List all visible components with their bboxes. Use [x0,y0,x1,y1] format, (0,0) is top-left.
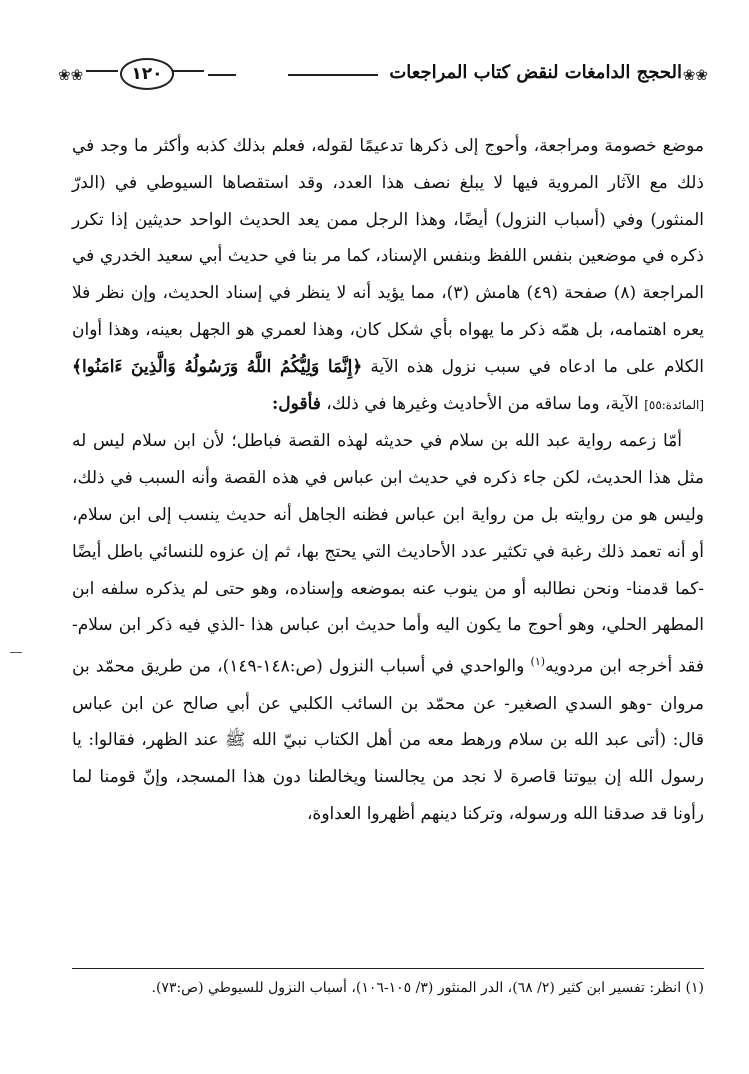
text-line: من طريق محمّد بن مروان -وهو السدي الصغير- عن محمّد بن السائب الكلبي عن أبي [72,656,704,714]
quran-verse: ﴿إِنَّمَا وَلِيُّكُمُ اللَّهُ وَرَسُولُهُ وَالَّذِينَ ءَامَنُوا﴾ [72,356,363,377]
text-line: سلفه ابن المطهر الحلي، وهو أحوج ما يكون اليه وأما حديث ابن عباس هذا -الذي فيه ذكر [72,578,705,636]
book-title: الحجج الدامغات لنقض كتاب المراجعات [389,62,682,83]
page-number-wing [172,70,204,72]
text-line: ابن سلام- فقد أخرجه ابن مردويه [72,615,705,677]
page-number: ١٢٠ [120,58,174,90]
text-line: والواحدي في أسباب النزول (ص:١٤٨-١٤٩)، [217,656,525,677]
running-header [58,52,708,104]
footnote-divider [72,968,704,969]
paragraph-2 [72,423,704,832]
verse-reference: [المائدة:٥٥] [644,397,704,412]
text-line: وإن نظر فلا يعره اهتمامه، بل همّه ذكر ما يهواه بأي شكل كان، وهذا لعمري هو الجهل [72,283,705,340]
text-line: وليس هو من روايته بل من رواية ابن عباس فظنه الجاهل أنه حديث ينسب إلى ابن سلام، [72,504,704,525]
text-line: أيضًا -كما قدمنا- ونحن نطالبه أو من ينوب عنه بموضعه وإسناده، وهو حتى لم يذكره [72,541,705,599]
text-line: وجد في ذلك مع الآثار المروية فيها لا يبلغ نصف هذا العدد، وقد استقصاها السيوطي في [72,136,704,193]
page-number-frame [86,58,204,88]
footnote: (١) انظر: تفسير ابن كثير (٢/ ٦٨)، الدر المنثور (٣/ ١٠٥-١٠٦)، أسباب النزول للسيوطي (ص:٧٣). [151,980,704,996]
text-line: صالح عن ابن عباس قال: (أتى عبد الله بن سلام ورهط معه من أهل الكتاب نبيّ الله ﷺ [72,693,705,751]
page-number-wing [86,70,118,72]
header-ornament-right: ❀❀ [682,66,708,84]
text-line: الآية، وما ساقه من الأحاديث وغيرها في ذلك، [326,393,639,414]
paragraph-1 [72,128,704,423]
text-line: موضع خصومة ومراجعة، وأحوج إلى ذكرها تدعيمًا لقوله، فعلم بذلك كذبه وأكثر ما [133,136,705,156]
text-line: المسجد، وإنّ قومنا لما رأونا قد صدقنا الله ورسوله، وتركنا دينهم أظهروا العداوة، [72,767,704,824]
header-ornament-left: ❀❀ [58,66,84,84]
text-line: الخدري في المراجعة (٨) صفحة (٤٩) هامش (٣)، مما يؤيد أنه لا ينظر في إسناد الحديث، [72,246,704,304]
conclusion-word: فأقول: [272,393,321,414]
footnote-marker: (١) [530,655,546,669]
text-line: بعينه، وهذا أوان الكلام على ما ادعاه في سبب نزول هذه الآية [72,319,704,377]
header-rule [288,74,378,76]
text-line: مثل هذا الحديث، لكن جاء ذكره في حديث ابن عباس في هذه القصة وأنه السبب في ذلك، [72,468,704,489]
header-rule [208,74,236,76]
margin-tick [10,652,22,653]
text-line: أمّا زعمه رواية عبد الله بن سلام في حديثه لهذه القصة فباطل؛ لأن ابن سلام ليس له [72,431,682,452]
text-line: أو أنه تعمد ذلك رغبة في تكثير عدد الأحاديث التي يحتج بها، ثم إن عزوه للنسائي باطل [106,541,705,562]
text-line: تكرر ذكره في موضعين بنفس اللفظ وبنفس الإسناد، كما مر بنا في حديث أبي سعيد [72,209,704,267]
text-line: عند الظهر، فقالوا: يا رسول الله إن بيوتنا قاصرة لا نجد من يجالسنا ويخالطنا دون هذا [72,730,704,788]
text-line: (الدرّ المنثور) وفي (أسباب النزول) أيضًا، وهذا الرجل ممن يعد الحديث الواحد حديثين إذا [72,172,705,230]
main-text [72,128,704,833]
